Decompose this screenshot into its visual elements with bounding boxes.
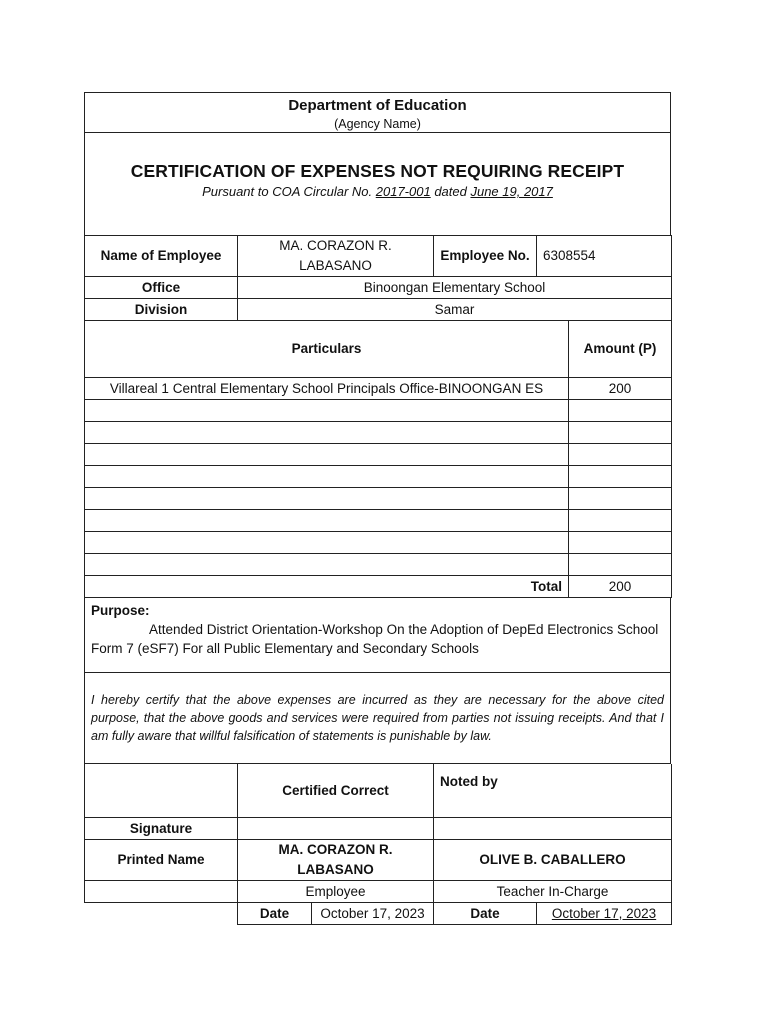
printed-name-label: Printed Name xyxy=(85,840,238,881)
form-title: CERTIFICATION OF EXPENSES NOT REQUIRING RECEIPT xyxy=(130,161,625,181)
purpose-text: Attended District Orientation-Workshop On the Adoption of DepEd Electronics School Form 7 (eSF7) For all Public Elementary and Secondary Schools xyxy=(91,622,659,656)
table-row xyxy=(85,400,672,422)
certifier-position: Employee xyxy=(238,881,434,903)
total-label: Total xyxy=(85,576,569,598)
certifier-date-label: Date xyxy=(238,903,312,925)
subtitle-prefix: Pursuant to COA Circular No. xyxy=(202,184,376,199)
total-value: 200 xyxy=(569,576,672,598)
amount-cell xyxy=(569,422,672,444)
signatory-header-row xyxy=(85,764,672,818)
circular-number: 2017-001 xyxy=(375,184,431,199)
amount-cell xyxy=(569,532,672,554)
office-label: Office xyxy=(85,277,238,299)
particular-cell xyxy=(85,444,569,466)
particulars-header-row xyxy=(85,321,672,378)
position-row xyxy=(85,881,672,903)
particulars-header: Particulars xyxy=(85,321,569,378)
blank-cell xyxy=(85,764,238,818)
certification-statement: I hereby certify that the above expenses are incurred as they are necessary for the above cited purpose, that the above goods and services were required from parties not issuing receipts. And that I am fully aware that willful falsification of statements is punishable by law. xyxy=(84,673,671,764)
employee-row xyxy=(85,236,672,277)
table-row xyxy=(85,466,672,488)
amount-cell xyxy=(569,554,672,576)
employee-name-label: Name of Employee xyxy=(85,236,238,277)
noted-by-label: Noted by xyxy=(434,764,672,818)
amount-cell xyxy=(569,488,672,510)
amount-header: Amount (P) xyxy=(569,321,672,378)
agency-name: Department of Education xyxy=(288,97,467,114)
particular-cell xyxy=(85,554,569,576)
amount-cell xyxy=(569,510,672,532)
particular-cell: Villareal 1 Central Elementary School Principals Office-BINOONGAN ES xyxy=(85,378,569,400)
certifier-date: October 17, 2023 xyxy=(312,903,434,925)
amount-cell xyxy=(569,466,672,488)
form-header xyxy=(84,92,671,235)
table-row xyxy=(85,422,672,444)
certified-correct-label: Certified Correct xyxy=(238,764,434,818)
particular-cell xyxy=(85,488,569,510)
table-row xyxy=(85,532,672,554)
purpose-section xyxy=(84,598,671,673)
certification-form xyxy=(84,92,671,925)
employee-and-particulars-table xyxy=(84,235,672,598)
title-section xyxy=(85,133,670,235)
printed-name-row xyxy=(85,840,672,881)
circular-date: June 19, 2017 xyxy=(470,184,553,199)
amount-cell xyxy=(569,444,672,466)
noter-position: Teacher In-Charge xyxy=(434,881,672,903)
signature-label: Signature xyxy=(85,818,238,840)
signature-row xyxy=(85,818,672,840)
office-row xyxy=(85,277,672,299)
employee-no-value: 6308554 xyxy=(537,236,672,277)
certifier-name: MA. CORAZON R. LABASANO xyxy=(238,840,434,881)
signatories-table xyxy=(84,764,672,925)
particular-cell xyxy=(85,532,569,554)
noter-date: October 17, 2023 xyxy=(537,903,672,925)
agency-section xyxy=(85,93,670,133)
total-row xyxy=(85,576,672,598)
table-row xyxy=(85,488,672,510)
table-row xyxy=(85,510,672,532)
noter-signature xyxy=(434,818,672,840)
employee-no-label: Employee No. xyxy=(434,236,537,277)
form-subtitle xyxy=(85,183,670,201)
particular-cell xyxy=(85,510,569,532)
particular-cell xyxy=(85,400,569,422)
table-row xyxy=(85,378,672,400)
purpose-label: Purpose: xyxy=(91,603,150,618)
amount-cell: 200 xyxy=(569,378,672,400)
noter-name: OLIVE B. CABALLERO xyxy=(434,840,672,881)
employee-name-value: MA. CORAZON R. LABASANO xyxy=(238,236,434,277)
blank-cell xyxy=(85,881,238,903)
division-row xyxy=(85,299,672,321)
division-value: Samar xyxy=(238,299,672,321)
blank-cell xyxy=(85,903,238,925)
date-row xyxy=(85,903,672,925)
amount-cell xyxy=(569,400,672,422)
division-label: Division xyxy=(85,299,238,321)
particular-cell xyxy=(85,422,569,444)
agency-caption: (Agency Name) xyxy=(334,117,421,131)
certifier-signature xyxy=(238,818,434,840)
table-row xyxy=(85,554,672,576)
noter-date-label: Date xyxy=(434,903,537,925)
particular-cell xyxy=(85,466,569,488)
subtitle-mid: dated xyxy=(430,184,471,199)
table-row xyxy=(85,444,672,466)
office-value: Binoongan Elementary School xyxy=(238,277,672,299)
